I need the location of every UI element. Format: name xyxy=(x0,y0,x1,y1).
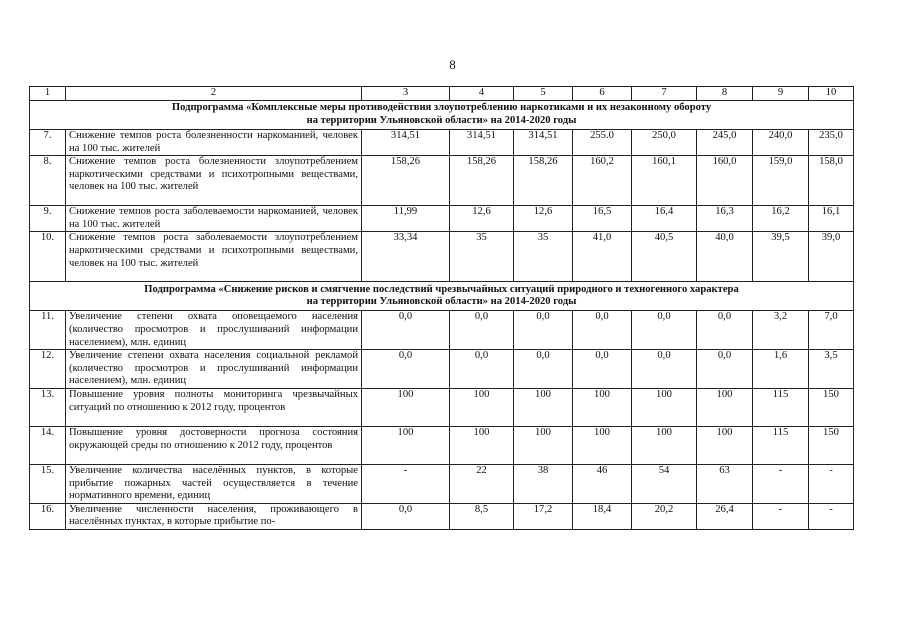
indicator-value: 16,3 xyxy=(697,206,753,232)
indicator-value: 63 xyxy=(697,464,753,503)
indicator-description: Снижение темпов роста заболеваемости злоупотреблением наркотическими средствами и психотропными веществами, человек на 100 тыс. жителей xyxy=(66,232,362,282)
indicator-value: 11,99 xyxy=(362,206,450,232)
table-row xyxy=(30,503,854,529)
column-number: 10 xyxy=(809,87,854,101)
indicator-value: 12,6 xyxy=(514,206,573,232)
indicator-value: 17,2 xyxy=(514,503,573,529)
row-number: 7. xyxy=(30,130,66,156)
indicator-value: 0,0 xyxy=(514,350,573,389)
indicator-description: Увеличение численности населения, проживающего в населённых пунктах, в которые прибытие по- xyxy=(66,503,362,529)
column-number: 8 xyxy=(697,87,753,101)
indicator-value: 158,26 xyxy=(362,156,450,206)
indicator-value: 100 xyxy=(450,388,514,426)
indicator-value: 0,0 xyxy=(362,503,450,529)
subprogram-title-line1: Подпрограмма «Комплексные меры противодействия злоупотреблению наркотиками и их незаконному обороту xyxy=(171,102,712,114)
table-row xyxy=(30,426,854,464)
indicator-value: 0,0 xyxy=(697,311,753,350)
indicator-value: 16,5 xyxy=(573,206,632,232)
indicator-value: 41,0 xyxy=(573,232,632,282)
indicator-value: 0,0 xyxy=(362,350,450,389)
indicator-description: Повышение уровня достоверности прогноза состояния окружающей среды по отношению к 2012 году, процентов xyxy=(66,426,362,464)
indicator-description: Увеличение количества населённых пунктов, в которые прибытие пожарных частей осуществляется в течение нормативного времени, единиц xyxy=(66,464,362,503)
subprogram-header xyxy=(30,282,854,311)
indicator-description: Увеличение степени охвата населения социальной рекламой (количество просмотров и прослушиваний информации населением), млн. единиц xyxy=(66,350,362,389)
indicator-value: 16,1 xyxy=(809,206,854,232)
indicator-value: 39,5 xyxy=(753,232,809,282)
indicator-value: 39,0 xyxy=(809,232,854,282)
table-row xyxy=(30,388,854,426)
indicator-value: 159,0 xyxy=(753,156,809,206)
indicator-value: 35 xyxy=(450,232,514,282)
row-number: 13. xyxy=(30,388,66,426)
indicator-value: 314,51 xyxy=(450,130,514,156)
column-number: 7 xyxy=(632,87,697,101)
column-number: 1 xyxy=(30,87,66,101)
page-number: 8 xyxy=(449,57,456,72)
row-number: 8. xyxy=(30,156,66,206)
indicator-value: 160,1 xyxy=(632,156,697,206)
indicator-value: 40,5 xyxy=(632,232,697,282)
indicator-value: 8,5 xyxy=(450,503,514,529)
indicator-description: Снижение темпов роста заболеваемости наркоманией, человек на 100 тыс. жителей xyxy=(66,206,362,232)
indicator-value: 100 xyxy=(573,426,632,464)
indicator-value: 158,26 xyxy=(514,156,573,206)
indicator-value: 100 xyxy=(697,388,753,426)
table-row xyxy=(30,350,854,389)
indicator-value: 150 xyxy=(809,426,854,464)
indicator-value: 100 xyxy=(362,426,450,464)
indicator-value: - xyxy=(753,503,809,529)
indicator-value: 16,4 xyxy=(632,206,697,232)
indicator-value: 22 xyxy=(450,464,514,503)
indicator-description: Снижение темпов роста болезненности наркоманией, человек на 100 тыс. жителей xyxy=(66,130,362,156)
indicator-value: 0,0 xyxy=(573,350,632,389)
indicator-value: 314,51 xyxy=(362,130,450,156)
indicator-value: 0,0 xyxy=(697,350,753,389)
subprogram-title-line2: на территории Ульяновской области» на 2014-2020 годы xyxy=(306,115,577,126)
indicator-value: 250,0 xyxy=(632,130,697,156)
table-row xyxy=(30,156,854,206)
table-row xyxy=(30,232,854,282)
column-number: 2 xyxy=(66,87,362,101)
row-number: 15. xyxy=(30,464,66,503)
column-number: 4 xyxy=(450,87,514,101)
indicator-value: 20,2 xyxy=(632,503,697,529)
column-number: 5 xyxy=(514,87,573,101)
indicator-value: 0,0 xyxy=(450,311,514,350)
indicator-value: 0,0 xyxy=(632,350,697,389)
indicator-value: 0,0 xyxy=(573,311,632,350)
indicator-value: - xyxy=(362,464,450,503)
indicator-value: 160,0 xyxy=(697,156,753,206)
subprogram-title-line2: на территории Ульяновской области» на 2014-2020 годы xyxy=(306,296,577,308)
indicator-value: 160,2 xyxy=(573,156,632,206)
indicator-value: 35 xyxy=(514,232,573,282)
indicator-description: Снижение темпов роста болезненности злоупотреблением наркотическими средствами и психотропными веществами, человек на 100 тыс. жителей xyxy=(66,156,362,206)
indicator-value: 1,6 xyxy=(753,350,809,389)
column-number: 9 xyxy=(753,87,809,101)
indicator-value: 158,26 xyxy=(450,156,514,206)
indicator-value: 245,0 xyxy=(697,130,753,156)
indicator-value: 100 xyxy=(632,426,697,464)
indicator-value: 158,0 xyxy=(809,156,854,206)
indicator-value: 314,51 xyxy=(514,130,573,156)
indicator-value: 100 xyxy=(632,388,697,426)
table-row xyxy=(30,130,854,156)
indicator-value: 3,5 xyxy=(809,350,854,389)
indicator-value: 38 xyxy=(514,464,573,503)
subprogram-header xyxy=(30,101,854,130)
indicator-value: 115 xyxy=(753,426,809,464)
table-row xyxy=(30,464,854,503)
indicator-value: 18,4 xyxy=(573,503,632,529)
indicator-value: 100 xyxy=(573,388,632,426)
indicator-value: 54 xyxy=(632,464,697,503)
indicator-value: 7,0 xyxy=(809,311,854,350)
indicator-value: 0,0 xyxy=(362,311,450,350)
indicator-value: 240,0 xyxy=(753,130,809,156)
indicator-value: 0,0 xyxy=(514,311,573,350)
indicator-value: 12,6 xyxy=(450,206,514,232)
indicator-value: 0,0 xyxy=(450,350,514,389)
indicator-value: 0,0 xyxy=(632,311,697,350)
indicator-value: 16,2 xyxy=(753,206,809,232)
indicator-value: 26,4 xyxy=(697,503,753,529)
indicator-value: 100 xyxy=(450,426,514,464)
column-number-row xyxy=(30,87,854,101)
indicator-value: 115 xyxy=(753,388,809,426)
indicator-value: 100 xyxy=(514,426,573,464)
row-number: 10. xyxy=(30,232,66,282)
column-number: 3 xyxy=(362,87,450,101)
indicator-value: 100 xyxy=(514,388,573,426)
indicator-value: 235,0 xyxy=(809,130,854,156)
indicator-value: 3,2 xyxy=(753,311,809,350)
indicator-value: 40,0 xyxy=(697,232,753,282)
table-row xyxy=(30,311,854,350)
indicator-value: 255.0 xyxy=(573,130,632,156)
subprogram-title-line1: Подпрограмма «Снижение рисков и смягчение последствий чрезвычайных ситуаций природного и техногенного характера xyxy=(144,283,739,295)
table-row xyxy=(30,206,854,232)
row-number: 12. xyxy=(30,350,66,389)
row-number: 14. xyxy=(30,426,66,464)
indicator-value: 46 xyxy=(573,464,632,503)
indicator-value: 100 xyxy=(362,388,450,426)
indicator-value: 33,34 xyxy=(362,232,450,282)
indicator-description: Увеличение степени охвата оповещаемого населения (количество просмотров и прослушиваний информации населением), млн. единиц xyxy=(66,311,362,350)
row-number: 11. xyxy=(30,311,66,350)
indicators-table xyxy=(29,86,854,530)
indicator-value: 150 xyxy=(809,388,854,426)
row-number: 9. xyxy=(30,206,66,232)
indicator-value: - xyxy=(809,503,854,529)
indicator-value: - xyxy=(753,464,809,503)
indicator-value: - xyxy=(809,464,854,503)
column-number: 6 xyxy=(573,87,632,101)
indicator-value: 100 xyxy=(697,426,753,464)
row-number: 16. xyxy=(30,503,66,529)
indicator-description: Повышение уровня полноты мониторинга чрезвычайных ситуаций по отношению к 2012 году, процентов xyxy=(66,388,362,426)
